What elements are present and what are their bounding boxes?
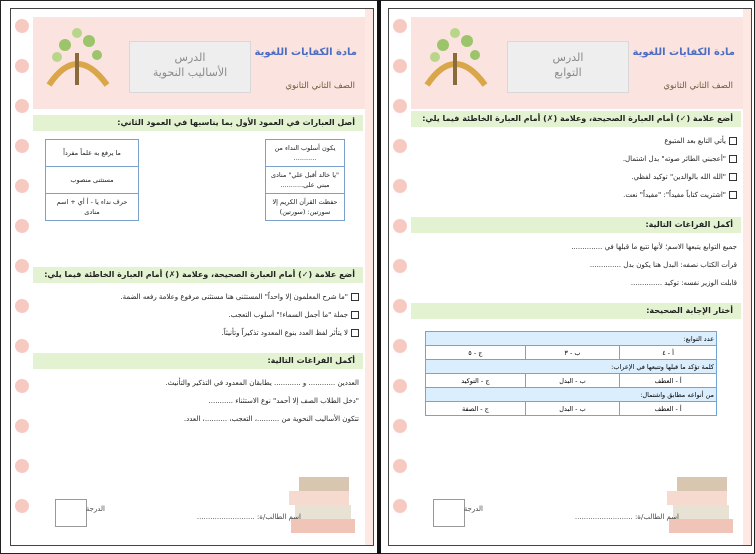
- mcq-option[interactable]: ج - ٥: [426, 346, 526, 360]
- mcq-options-row: [426, 402, 717, 416]
- match-item: ما يرفع به علماً مفرداً: [46, 140, 138, 167]
- lesson-box: [129, 41, 251, 93]
- question-title: أضع علامة (✓) أمام العبارة الصحيحة، وعلامة (✗) أمام العبارة الخاطئة فيما يلي:: [411, 111, 741, 127]
- mcq-question: عدد التوابع:: [426, 332, 717, 346]
- mcq-option[interactable]: ب - ٣: [525, 346, 619, 360]
- student-footer: [51, 499, 301, 527]
- true-false-item[interactable]: "الله الله بالوالدين" توكيد لفظي.: [631, 173, 737, 181]
- fill-blank-item: جميع التوابع يتبعها الاسم؛ لأنها تتبع ما قبلها في ..............: [571, 243, 737, 251]
- true-false-item[interactable]: "أعجبني الطائر صوته" بدل اشتمال.: [623, 155, 737, 163]
- question-title: أصل العبارات في العمود الأول بما يناسبها في العمود الثاني:: [33, 115, 363, 131]
- student-footer: [429, 499, 679, 527]
- mcq-option[interactable]: أ - العطف: [620, 402, 717, 416]
- checkbox[interactable]: [729, 191, 737, 199]
- grade-label: الدرجة: [463, 505, 483, 513]
- subject-title: مادة الكفايات اللغوية: [632, 47, 735, 58]
- lesson-name: التوابع: [554, 66, 582, 79]
- question-title: أكمل الفراغات التالية:: [411, 217, 741, 233]
- match-item: حرف نداء يا - أ أي + اسم منادى: [56, 198, 128, 216]
- mcq-option[interactable]: أ - ٤: [620, 346, 717, 360]
- mcq-question: من أنواعه مطابق واشتمال:: [426, 388, 717, 402]
- mcq-option[interactable]: أ - العطف: [620, 374, 717, 388]
- match-item: حفظت القرآن الكريم إلا سورتين: (سورتين): [272, 198, 338, 216]
- mcq-options-row: [426, 374, 717, 388]
- true-false-item[interactable]: جملة "ما أجمل السماء!" أسلوب التعجب.: [228, 311, 359, 319]
- student-name-field[interactable]: اسم الطالب/ة: ..........................: [574, 513, 679, 521]
- dotted-border: [389, 9, 411, 545]
- mcq-options-row: [426, 346, 717, 360]
- mcq-option[interactable]: ج - التوكيد: [426, 374, 526, 388]
- match-item: "يا خالد أقبل علي" منادى مبني على...........: [266, 167, 344, 194]
- grade-level: الصف الثاني الثانوي: [663, 81, 733, 91]
- subject-title: مادة الكفايات اللغوية: [254, 47, 357, 58]
- worksheet-right: [388, 8, 752, 546]
- mcq-option[interactable]: ب - البدل: [525, 374, 619, 388]
- lesson-label: الدرس: [174, 51, 206, 64]
- fill-blank-item: "دخل الطلاب الصف إلا أحمد" نوع الاستثناء ...........: [208, 397, 359, 405]
- dotted-border: [11, 9, 33, 545]
- true-false-item[interactable]: يأتي التابع بعد المتبوع: [664, 137, 737, 145]
- checkbox[interactable]: [351, 293, 359, 301]
- grade-box[interactable]: [55, 499, 87, 527]
- mcq-question: كلمة تؤكد ما قبلها وتتبعها في الإعراب:: [426, 360, 717, 374]
- worksheet-header: [411, 17, 743, 109]
- worksheet-header: [33, 17, 365, 109]
- checkbox[interactable]: [729, 173, 737, 181]
- lesson-box: [507, 41, 629, 93]
- mcq-option[interactable]: ب - البدل: [525, 402, 619, 416]
- lesson-name: الأساليب النحوية: [152, 66, 228, 79]
- question-title: أضع علامة (✓) أمام العبارة الصحيحة، وعلامة (✗) أمام العبارة الخاطئة فيما يلي:: [33, 267, 363, 283]
- tree-logo-icon: [39, 23, 117, 103]
- student-name-field[interactable]: اسم الطالب/ة: ..........................: [196, 513, 301, 521]
- true-false-item[interactable]: لا يتأثر لفظ العدد بنوع المعدود تذكيراً وتأنيثاً.: [221, 329, 359, 337]
- worksheet-left: [10, 8, 374, 546]
- question-title: أكمل الفراغات التالية:: [33, 353, 363, 369]
- fill-blank-item: تتكون الأساليب النحوية من ..........، التعجب، ..........، العدد.: [183, 415, 359, 423]
- true-false-item[interactable]: "اشتريت كتاباً مفيداً": "مفيداً" نعت.: [623, 191, 737, 199]
- checkbox[interactable]: [351, 329, 359, 337]
- page-divider: [377, 0, 381, 554]
- tree-logo-icon: [417, 23, 495, 103]
- checkbox[interactable]: [729, 155, 737, 163]
- fill-blank-item: قرأت الكتاب نصفه: البدل هنا يكون بدل ..............: [589, 261, 737, 269]
- mcq-table: [425, 331, 717, 416]
- fill-blank-item: قابلت الوزير نفسه: توكيد ..............: [630, 279, 737, 287]
- fill-blank-item: العددين ............ و ............ يطابقان المعدود في التذكير والتأنيث.: [165, 379, 359, 387]
- match-column-1: [265, 139, 345, 221]
- grade-level: الصف الثاني الثانوي: [285, 81, 355, 91]
- true-false-item[interactable]: "ما شرح المعلمون إلا واحداً" المستثنى هنا مستثنى مرفوع وعلامة رفعه الضمة.: [120, 293, 359, 301]
- grade-label: الدرجة: [85, 505, 105, 513]
- match-item: يكون أسلوب النداء من ...........: [266, 140, 344, 167]
- checkbox[interactable]: [729, 137, 737, 145]
- match-item: مستثنى منصوب: [46, 167, 138, 194]
- lesson-label: الدرس: [552, 51, 584, 64]
- question-title: أختار الإجابة الصحيحة:: [411, 303, 741, 319]
- grade-box[interactable]: [433, 499, 465, 527]
- match-column-2: [45, 139, 139, 221]
- checkbox[interactable]: [351, 311, 359, 319]
- mcq-option[interactable]: ج - الصفة: [426, 402, 526, 416]
